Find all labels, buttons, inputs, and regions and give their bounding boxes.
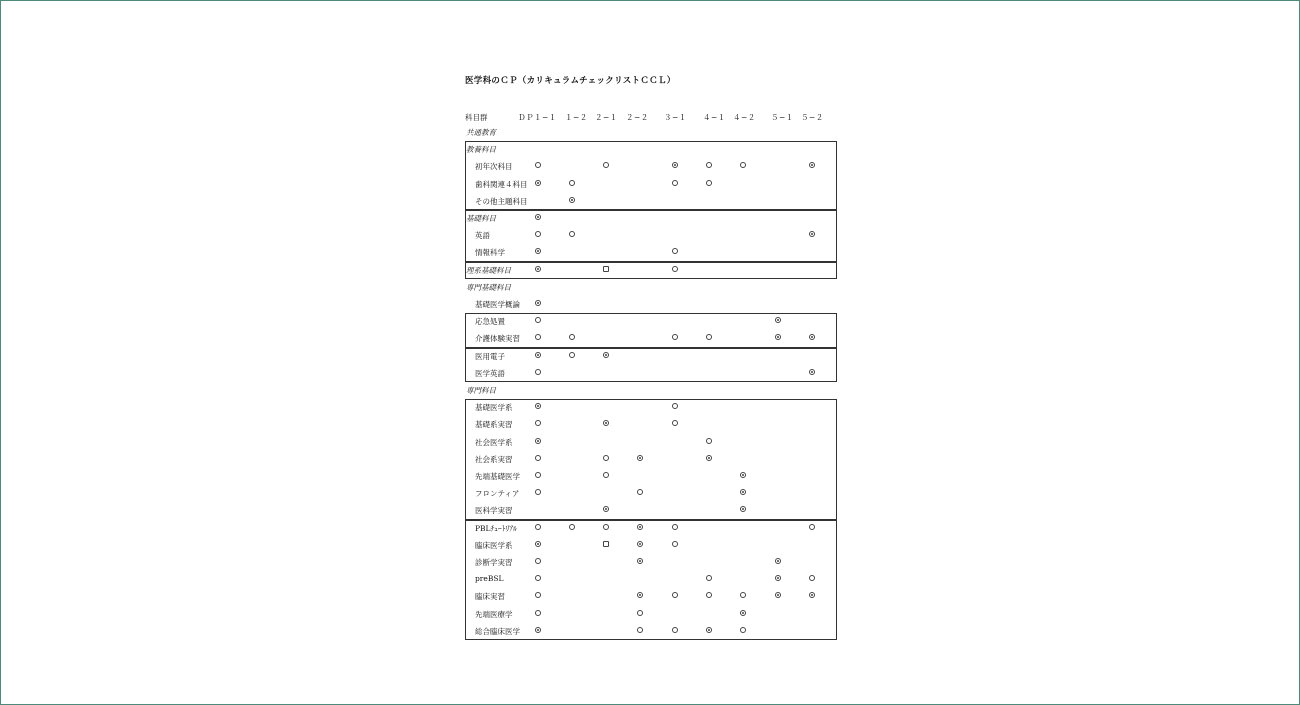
column-header-2: １−２ xyxy=(565,113,588,122)
circle-mark xyxy=(672,627,678,633)
table-row xyxy=(465,606,837,623)
subject-label: 医用電子 xyxy=(475,351,505,361)
table-row xyxy=(465,451,837,468)
circle-mark xyxy=(706,180,712,186)
double-circle-mark xyxy=(535,180,541,186)
subject-label: 総合臨床医学 xyxy=(475,626,520,636)
circle-mark xyxy=(740,627,746,633)
circle-mark xyxy=(672,180,678,186)
double-circle-mark xyxy=(809,592,815,598)
subject-label: 先端基礎医学 xyxy=(475,472,520,481)
table-row xyxy=(465,382,837,399)
circle-mark xyxy=(535,317,541,323)
circle-mark xyxy=(569,334,575,340)
circle-mark xyxy=(672,541,678,547)
table-row xyxy=(465,176,837,193)
double-circle-mark xyxy=(706,627,712,633)
subject-label: 基礎医学系 xyxy=(475,403,513,413)
circle-mark xyxy=(706,334,712,340)
circle-mark xyxy=(535,369,541,375)
column-header-5: ３−１ xyxy=(664,113,687,122)
table-row xyxy=(465,416,837,433)
column-header-8: ５−１ xyxy=(771,113,794,122)
circle-mark xyxy=(569,352,575,358)
table-row xyxy=(465,244,837,261)
table-row xyxy=(465,502,837,519)
subject-label: 臨床医学系 xyxy=(475,540,513,550)
double-circle-mark xyxy=(740,489,746,495)
table-row xyxy=(465,588,837,605)
circle-mark xyxy=(535,334,541,340)
circle-mark xyxy=(535,455,541,461)
subject-label: フロンティア xyxy=(475,489,520,499)
column-header-6: ４−１ xyxy=(703,113,726,122)
subject-label: 医科学実習 xyxy=(475,506,513,516)
table-row xyxy=(465,537,837,554)
table-row xyxy=(465,330,837,347)
document-title: 医学科のＣＰ（カリキュラムチェックリストＣＣＬ） xyxy=(465,76,676,86)
subject-label: 情報科学 xyxy=(475,248,505,258)
table-row xyxy=(465,210,837,227)
circle-mark xyxy=(672,334,678,340)
circle-mark xyxy=(672,420,678,426)
circle-mark xyxy=(603,162,609,168)
double-circle-mark xyxy=(569,197,575,203)
table-row xyxy=(465,227,837,244)
subject-label: 医学英語 xyxy=(475,368,505,378)
double-circle-mark xyxy=(637,541,643,547)
double-circle-mark xyxy=(637,455,643,461)
circle-mark xyxy=(535,420,541,426)
double-circle-mark xyxy=(535,352,541,358)
header-label: 科目群 xyxy=(465,113,488,122)
double-circle-mark xyxy=(775,334,781,340)
column-header-9: ５−２ xyxy=(801,113,824,122)
table-row xyxy=(465,313,837,330)
table-row xyxy=(465,399,837,416)
category-label: 専門科目 xyxy=(466,386,496,395)
circle-mark xyxy=(535,162,541,168)
double-circle-mark xyxy=(809,369,815,375)
circle-mark xyxy=(637,489,643,495)
table-row xyxy=(465,571,837,588)
circle-mark xyxy=(535,610,541,616)
subject-label: 歯科関連４科目 xyxy=(475,179,528,189)
circle-mark xyxy=(535,231,541,237)
circle-mark xyxy=(535,592,541,598)
subject-label: PBLﾁｭｰﾄﾘｱﾙ xyxy=(475,523,517,533)
double-circle-mark xyxy=(603,420,609,426)
column-header-4: ２−２ xyxy=(626,113,649,122)
circle-mark xyxy=(672,592,678,598)
table-row xyxy=(465,141,837,158)
double-circle-mark xyxy=(535,438,541,444)
circle-mark xyxy=(569,524,575,530)
subject-label: 初年次科目 xyxy=(475,162,513,172)
circle-mark xyxy=(740,162,746,168)
double-circle-mark xyxy=(740,610,746,616)
double-circle-mark xyxy=(775,592,781,598)
table-row xyxy=(465,485,837,502)
double-circle-mark xyxy=(775,558,781,564)
circle-mark xyxy=(535,575,541,581)
circle-mark xyxy=(809,524,815,530)
category-label: 教養科目 xyxy=(466,145,496,155)
circle-mark xyxy=(706,575,712,581)
circle-mark xyxy=(535,489,541,495)
circle-mark xyxy=(569,231,575,237)
category-label: 理系基礎科目 xyxy=(466,265,511,275)
circle-mark xyxy=(603,455,609,461)
double-circle-mark xyxy=(535,627,541,633)
subject-label: 社会医学系 xyxy=(475,437,513,447)
circle-mark xyxy=(672,403,678,409)
table-row xyxy=(465,124,837,141)
table-row xyxy=(465,554,837,571)
subject-label: 社会系実習 xyxy=(475,454,513,464)
circle-mark xyxy=(672,248,678,254)
column-header-3: ２−１ xyxy=(595,113,618,122)
double-circle-mark xyxy=(706,455,712,461)
subject-label: 診断学実習 xyxy=(475,558,513,567)
circle-mark xyxy=(535,558,541,564)
double-circle-mark xyxy=(535,266,541,272)
double-circle-mark xyxy=(775,575,781,581)
double-circle-mark xyxy=(809,231,815,237)
double-circle-mark xyxy=(740,472,746,478)
table-row xyxy=(465,348,837,365)
double-circle-mark xyxy=(637,524,643,530)
double-circle-mark xyxy=(809,334,815,340)
subject-label: 臨床実習 xyxy=(475,592,505,602)
double-circle-mark xyxy=(775,317,781,323)
subject-label: 基礎医学概論 xyxy=(475,300,520,309)
subject-label: 応急処置 xyxy=(475,317,505,327)
circle-mark xyxy=(809,575,815,581)
circle-mark xyxy=(672,266,678,272)
subject-label: その他主題科目 xyxy=(475,196,528,206)
square-mark xyxy=(603,266,609,272)
subject-label: preBSL xyxy=(475,574,504,584)
circle-mark xyxy=(637,627,643,633)
double-circle-mark xyxy=(535,214,541,220)
subject-label: 英語 xyxy=(475,231,490,241)
table-row xyxy=(465,193,837,210)
double-circle-mark xyxy=(740,506,746,512)
circle-mark xyxy=(740,592,746,598)
double-circle-mark xyxy=(535,403,541,409)
curriculum-checklist-document xyxy=(465,74,837,644)
double-circle-mark xyxy=(535,300,541,306)
table-row xyxy=(465,365,837,382)
column-header-1: ＤＰ１−１ xyxy=(518,113,557,122)
circle-mark xyxy=(535,472,541,478)
circle-mark xyxy=(603,472,609,478)
double-circle-mark xyxy=(637,592,643,598)
subject-label: 基礎系実習 xyxy=(475,420,513,430)
double-circle-mark xyxy=(535,541,541,547)
table-row xyxy=(465,468,837,485)
table-row xyxy=(465,158,837,175)
double-circle-mark xyxy=(603,506,609,512)
circle-mark xyxy=(672,524,678,530)
table-row xyxy=(465,262,837,279)
category-label: 共通教育 xyxy=(466,128,496,137)
category-label: 専門基礎科目 xyxy=(466,282,511,292)
circle-mark xyxy=(637,610,643,616)
table-row xyxy=(465,520,837,537)
circle-mark xyxy=(535,524,541,530)
double-circle-mark xyxy=(535,248,541,254)
category-label: 基礎科目 xyxy=(466,214,496,223)
circle-mark xyxy=(706,592,712,598)
double-circle-mark xyxy=(672,162,678,168)
circle-mark xyxy=(706,438,712,444)
circle-mark xyxy=(569,180,575,186)
column-header-7: ４−２ xyxy=(733,113,756,122)
subject-label: 先端医療学 xyxy=(475,609,513,619)
circle-mark xyxy=(706,162,712,168)
table-row xyxy=(465,623,837,640)
table-row xyxy=(465,296,837,313)
square-mark xyxy=(603,541,609,547)
double-circle-mark xyxy=(809,162,815,168)
circle-mark xyxy=(603,524,609,530)
double-circle-mark xyxy=(637,558,643,564)
subject-label: 介護体験実習 xyxy=(475,334,520,344)
table-row xyxy=(465,434,837,451)
double-circle-mark xyxy=(603,352,609,358)
table-row xyxy=(465,279,837,296)
